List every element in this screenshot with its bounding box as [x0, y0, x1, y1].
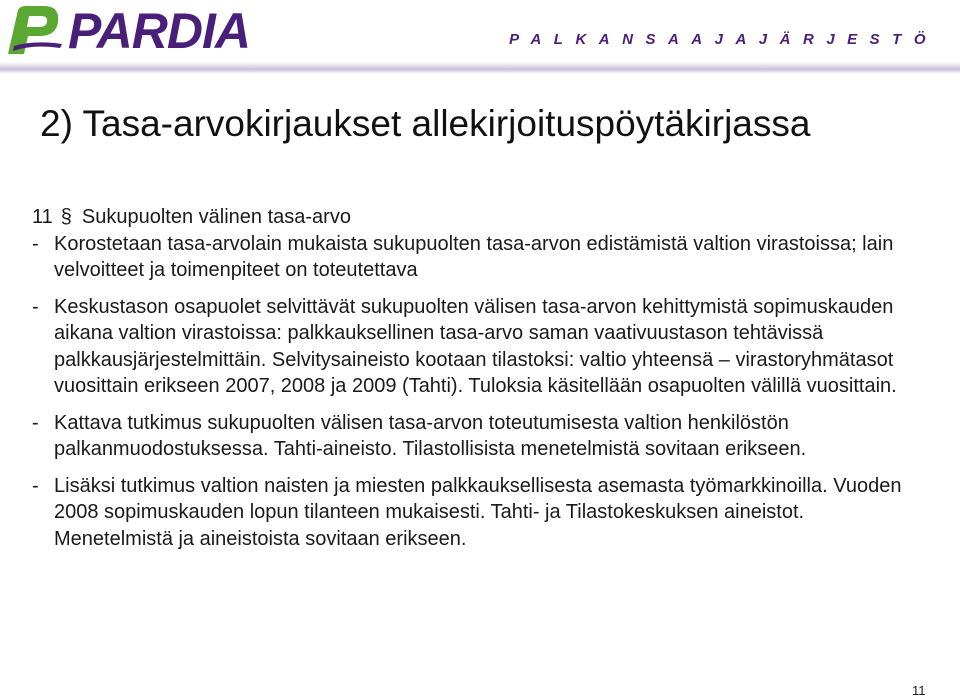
- pardia-logo-icon: [4, 4, 66, 58]
- bullet-dash: -: [32, 295, 39, 318]
- section-heading: [32, 204, 922, 231]
- organization-tagline: PALKANSAAJAJÄRJESTÖ: [509, 31, 938, 48]
- bullet-item: [32, 294, 922, 400]
- bullet-dash: -: [32, 232, 39, 255]
- logo-wordmark: PARDIA: [68, 3, 250, 59]
- bullet-text: Kattava tutkimus sukupuolten välisen tasa-arvon toteutumisesta valtion henkilöstön palkanmuodostuksessa. Tahti-aineisto. Tilastollisista menetelmistä sovitaan erikseen.: [54, 411, 807, 460]
- bullet-text: Korostetaan tasa-arvolain mukaista sukupuolten tasa-arvon edistämistä valtion virastoissa; lain velvoitteet ja toimenpiteet on toteutettava: [54, 232, 894, 281]
- slide-title: 2) Tasa-arvokirjaukset allekirjoituspöytäkirjassa: [40, 103, 811, 144]
- section-number: 11: [32, 206, 53, 228]
- section-sign: §: [60, 206, 72, 228]
- bullet-item: [32, 410, 922, 463]
- header-divider: [0, 62, 960, 74]
- bullet-dash: -: [32, 474, 39, 497]
- page-number: 11: [912, 683, 926, 698]
- bullet-text: Keskustason osapuolet selvittävät sukupuolten välisen tasa-arvon kehittymistä sopimuskauden aikana valtion virastoissa: palkkauksellinen tasa-arvo saman vaativuustason tehtävissä palkkausjärjestelmittäin. Selvitysaineisto kootaan tilastoksi: valtio yhteensä – virastoryhmätasot vuosittain erikseen 2007, 2008 ja 2009 (Tahti). Tuloksia käsitellään osapuolten välillä vuosittain.: [54, 295, 897, 397]
- bullet-dash: -: [32, 411, 39, 434]
- slide-header: [0, 0, 960, 82]
- pardia-logo: [4, 4, 250, 58]
- slide-body: [32, 204, 922, 552]
- bullet-item: [32, 473, 922, 553]
- bullet-item: [32, 231, 922, 284]
- bullet-text: Lisäksi tutkimus valtion naisten ja miesten palkkauksellisesta asemasta työmarkkinoilla. Vuoden 2008 sopimuskauden lopun tilanteen mukaisesti. Tahti- ja Tilastokeskuksen aineistot. Menetelmistä ja aineistoista sovitaan erikseen.: [54, 474, 902, 550]
- section-title: Sukupuolten välinen tasa-arvo: [81, 206, 351, 228]
